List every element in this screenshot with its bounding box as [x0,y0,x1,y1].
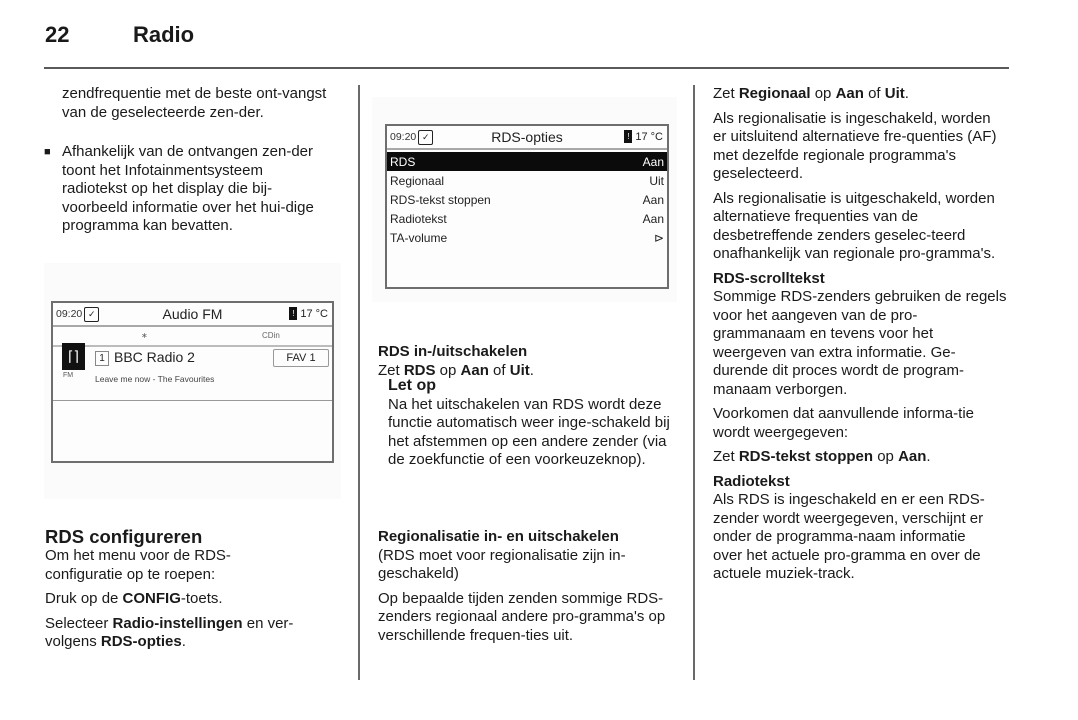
rds-config-intro: Om het menu voor de RDS-configuratie op te roepen: [45,547,231,583]
config-key-label: CONFIG [122,590,181,607]
rds-config-section [45,526,345,658]
set-regional-instruction [713,85,1013,104]
note-heading: Let op [388,377,436,394]
menu-item-value: Aan [642,154,664,169]
thermometer-icon: ! [289,307,297,320]
rds-options-menu [387,152,667,247]
text: Druk op de [45,590,123,607]
note-box [388,377,688,476]
favourites-button[interactable]: FAV 1 [273,349,329,367]
thermometer-icon: ! [624,130,632,143]
preset-number: 1 [95,351,109,366]
column-divider-1 [358,85,360,680]
cdin-source[interactable]: CDin [262,331,280,340]
text: Selecteer [45,614,113,632]
column-divider-2 [693,85,695,680]
menu-item-rds[interactable] [387,152,667,171]
text: . [904,85,909,102]
screen-title: RDS-opties [491,129,563,145]
menu-item-regionaal[interactable] [387,171,667,190]
value-uit: Uit [509,361,530,379]
menu-item-label: Regionaal [390,173,445,188]
intro-paragraph [62,85,347,128]
page-number: 22 [45,22,70,47]
text: en ver-volgens [45,614,294,650]
menu-item-ta-volume[interactable] [387,228,667,247]
text: op [435,361,461,379]
text: Zet [378,361,404,379]
radio-text: Leave me now - The Favourites [95,374,215,384]
select-instruction [45,615,330,652]
regional-on-text: Als regionalisatie is ingeschakeld, worden er uitsluitend alternatieve fre-quenties (AF) met dezelfde regionale programma's geselecteerd. [713,109,997,182]
screen-title: Audio FM [162,306,223,322]
value-aan: Aan [898,448,927,465]
screen-divider [53,400,332,401]
menu-item-value: Uit [649,173,664,188]
regional-requirement: (RDS moet voor regionalisatie zijn in-geschakeld) [378,546,626,582]
page-title: Radio [133,22,195,47]
text: of [488,361,510,379]
bullet-text: Afhankelijk van de ontvangen zen-der toont het Infotainmentsysteem radiotekst op het display die bij-voorbeeld informatie over het hui-dige programma kan bevatten. [62,143,314,234]
scrolltext-description: Sommige RDS-zenders gebruiken de regels voor het aangeven van de pro-grammanaam en tevens voor het weergeven van extra informatie. Ge-durende dit proces wordt de program-manaam verborgen. [713,288,1007,398]
column-3 [713,85,1013,590]
text: of [863,85,885,102]
menu-label-rds-opties: RDS-opties [100,633,182,650]
temperature-readout [289,307,328,320]
radio-antenna-icon: ⌈⌉ [62,343,85,370]
band-label: FM [63,372,74,379]
radiotext-description: Als RDS is ingeschakeld en er een RDS-zender wordt weergegeven, verschijnt er onder de programma-naam informatie over het actuele pro-gramma en over de actuele muziek-track. [713,491,985,582]
temperature-value: 17 °C [635,130,663,143]
rds-options-screen [385,124,669,289]
regionalisation-section [378,528,688,651]
bullet-item [44,143,344,236]
regional-off-text: Als regionalisatie is uitgeschakeld, worden alternatieve frequenties van de desbetreffende zenders geselec-teerd onafhankelijk van regionale pro-gramma's. [713,189,996,262]
heading-rds-in-uitschakelen: RDS in-/uitschakelen [378,343,528,360]
status-bar [387,126,667,150]
bluetooth-source-icon[interactable]: ∗ [141,331,148,340]
config-instruction [45,590,345,609]
intro-text: zendfrequentie met de beste ont-vangst van de geselecteerde zen-der. [62,85,327,121]
text: . [529,361,534,379]
menu-item-rds-tekst-stoppen[interactable] [387,190,667,209]
text: Zet [713,85,739,102]
text: . [926,448,931,465]
note-text: Na het uitschakelen van RDS wordt deze functie automatisch weer inge-schakeld bij het afstemmen op een andere zender (via de zoekfunctie of een voorkeuzeknop). [388,395,670,468]
submenu-arrow-icon: ⊳ [653,230,664,245]
source-bar [53,327,332,347]
value-aan: Aan [835,85,864,102]
regional-description: Op bepaalde tijden zenden sommige RDS-zenders regionaal andere pro-gramma's op verschillende frequen-ties uit. [378,589,666,644]
prevent-info-text: Voorkomen dat aanvullende informa-tie wordt weergegeven: [713,405,974,441]
bullet-square-icon: ■ [44,146,51,158]
temperature-readout [624,130,663,143]
station-name: BBC Radio 2 [114,349,195,365]
temperature-value: 17 °C [300,307,328,320]
heading-radiotekst: Radiotekst [713,472,790,490]
text: -toets. [180,590,223,607]
audio-fm-screen [51,301,334,463]
value-uit: Uit [884,85,905,102]
clock-icon: ✓ [84,307,99,322]
text: . [181,633,186,650]
option-rds: RDS [403,361,436,379]
set-stop-instruction [713,448,1013,467]
header-divider [44,67,1009,69]
clock-icon: ✓ [418,130,433,145]
menu-item-value: Aan [642,192,664,207]
menu-item-value: Aan [642,211,664,226]
menu-item-label: RDS [390,154,416,169]
text: Zet [713,448,739,465]
section-heading-rds-configureren: RDS configureren [45,526,203,547]
value-aan: Aan [460,361,489,379]
text: op [810,85,836,102]
menu-label-radio-instellingen: Radio-instellingen [112,614,243,632]
menu-item-radiotekst[interactable] [387,209,667,228]
menu-item-label: RDS-tekst stoppen [390,192,491,207]
heading-rds-scrolltekst: RDS-scrolltekst [713,269,825,287]
status-bar [53,303,332,327]
option-regionaal: Regionaal [738,85,811,102]
heading-regionalisatie: Regionalisatie in- en uitschakelen [378,528,619,545]
clock-time: 09:20 [390,131,417,143]
menu-item-label: Radiotekst [390,211,447,226]
text: op [873,448,899,465]
option-rds-tekst-stoppen: RDS-tekst stoppen [738,448,874,465]
bullet-list [44,143,344,236]
menu-item-label: TA-volume [390,230,448,245]
clock-time: 09:20 [56,308,83,320]
